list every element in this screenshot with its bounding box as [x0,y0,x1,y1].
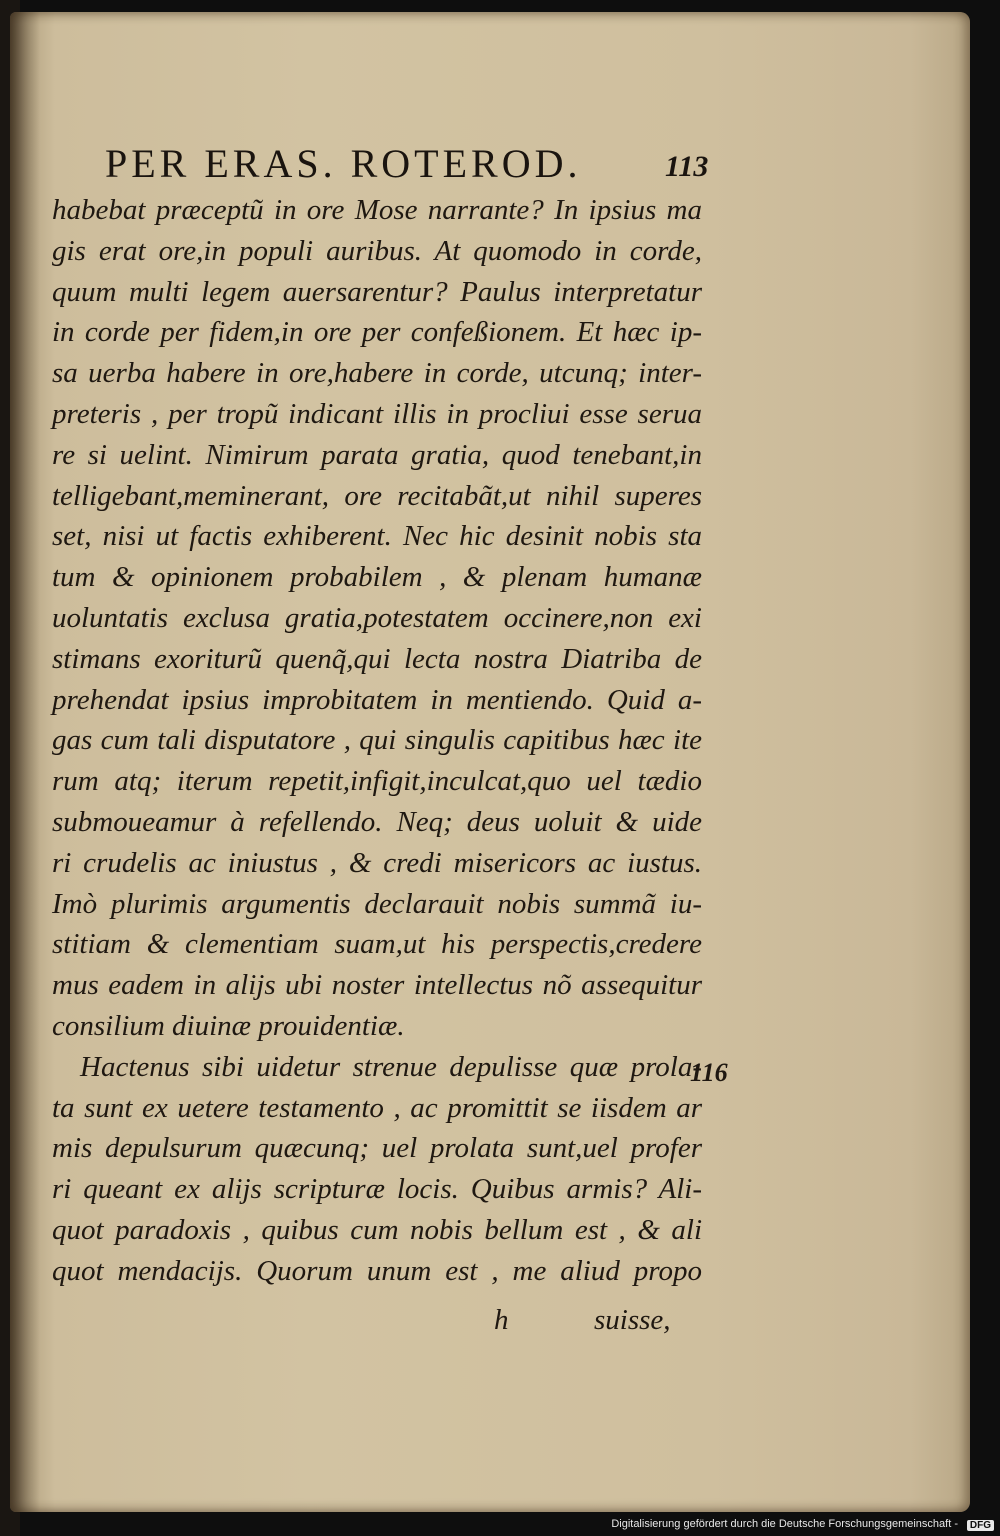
text-line: quot mendacijs. Quorum unum est , me aliud propo [52,1254,702,1287]
text-line: mus eadem in alijs ubi noster intellectus nõ assequitur [52,969,702,1002]
text-line: mis depulsurum quæcunq; uel prolata sunt,uel profer [52,1132,702,1165]
catchword: suisse, [594,1304,671,1336]
text-line: quum multi legem auersarentur? Paulus interpretatur [52,275,702,308]
body-text [52,190,702,1292]
text-line: consilium diuinæ prouidentiæ. [52,1009,405,1042]
text-line: prehendat ipsius improbitatem in mentiendo. Quid a- [52,683,702,716]
text-line: set, nisi ut factis exhiberent. Nec hic desinit nobis sta [52,520,702,553]
text-line: preteris , per tropũ indicant illis in procliui esse serua [52,397,702,430]
text-line: telligebant,meminerant, ore recitabãt,ut nihil superes [52,479,702,512]
text-line: gis erat ore,in populi auribus. At quomodo in corde, [52,234,702,267]
text-line: rum atq; iterum repetit,infigit,inculcat,quo uel tædio [52,765,702,798]
margin-note: 116 [690,1058,728,1087]
page-number: 113 [665,150,709,183]
text-line: stimans exoriturũ quenq̃,qui lecta nostra Diatriba de [52,642,702,675]
page-header [105,140,755,186]
text-line: submoueamur à refellendo. Neq; deus uoluit & uide [52,805,702,838]
text-line: ta sunt ex uetere testamento , ac promittit se iisdem ar [52,1091,702,1124]
running-head: PER ERAS. ROTEROD. [105,141,582,186]
text-line: ri crudelis ac iniustus , & credi misericors ac iustus. [52,846,702,879]
text-line: stitiam & clementiam suam,ut his perspectis,credere [52,928,702,961]
text-line: quot paradoxis , quibus cum nobis bellum est , & ali [52,1213,702,1246]
text-line: gas cum tali disputatore , qui singulis capitibus hæc ite [52,724,702,757]
text-line: Imò plurimis argumentis declarauit nobis summã iu- [52,887,702,920]
text-line: in corde per fidem,in ore per confeßionem. Et hæc ip- [52,316,702,349]
signature-mark: h [494,1304,509,1336]
dfg-logo: DFG [967,1520,994,1531]
text-line: habebat præceptũ in ore Mose narrante? In ipsius ma [52,194,702,226]
book-page [10,12,970,1512]
digitization-credit: Digitalisierung gefördert durch die Deutsche Forschungsgemeinschaft - [611,1518,958,1530]
text-line: ri queant ex alijs scripturæ locis. Quibus armis? Ali- [52,1173,702,1206]
text-line: uoluntatis exclusa gratia,potestatem occinere,non exi [52,601,702,634]
text-line: re si uelint. Nimirum parata gratia, quod tenebant,in [52,438,702,471]
page-gutter-shadow [10,12,40,1512]
text-line: sa uerba habere in ore,habere in corde, utcunq; inter- [52,357,702,390]
text-line: tum & opinionem probabilem , & plenam humanæ [52,561,702,594]
text-line: Hactenus sibi uidetur strenue depulisse quæ prola- [80,1050,702,1083]
